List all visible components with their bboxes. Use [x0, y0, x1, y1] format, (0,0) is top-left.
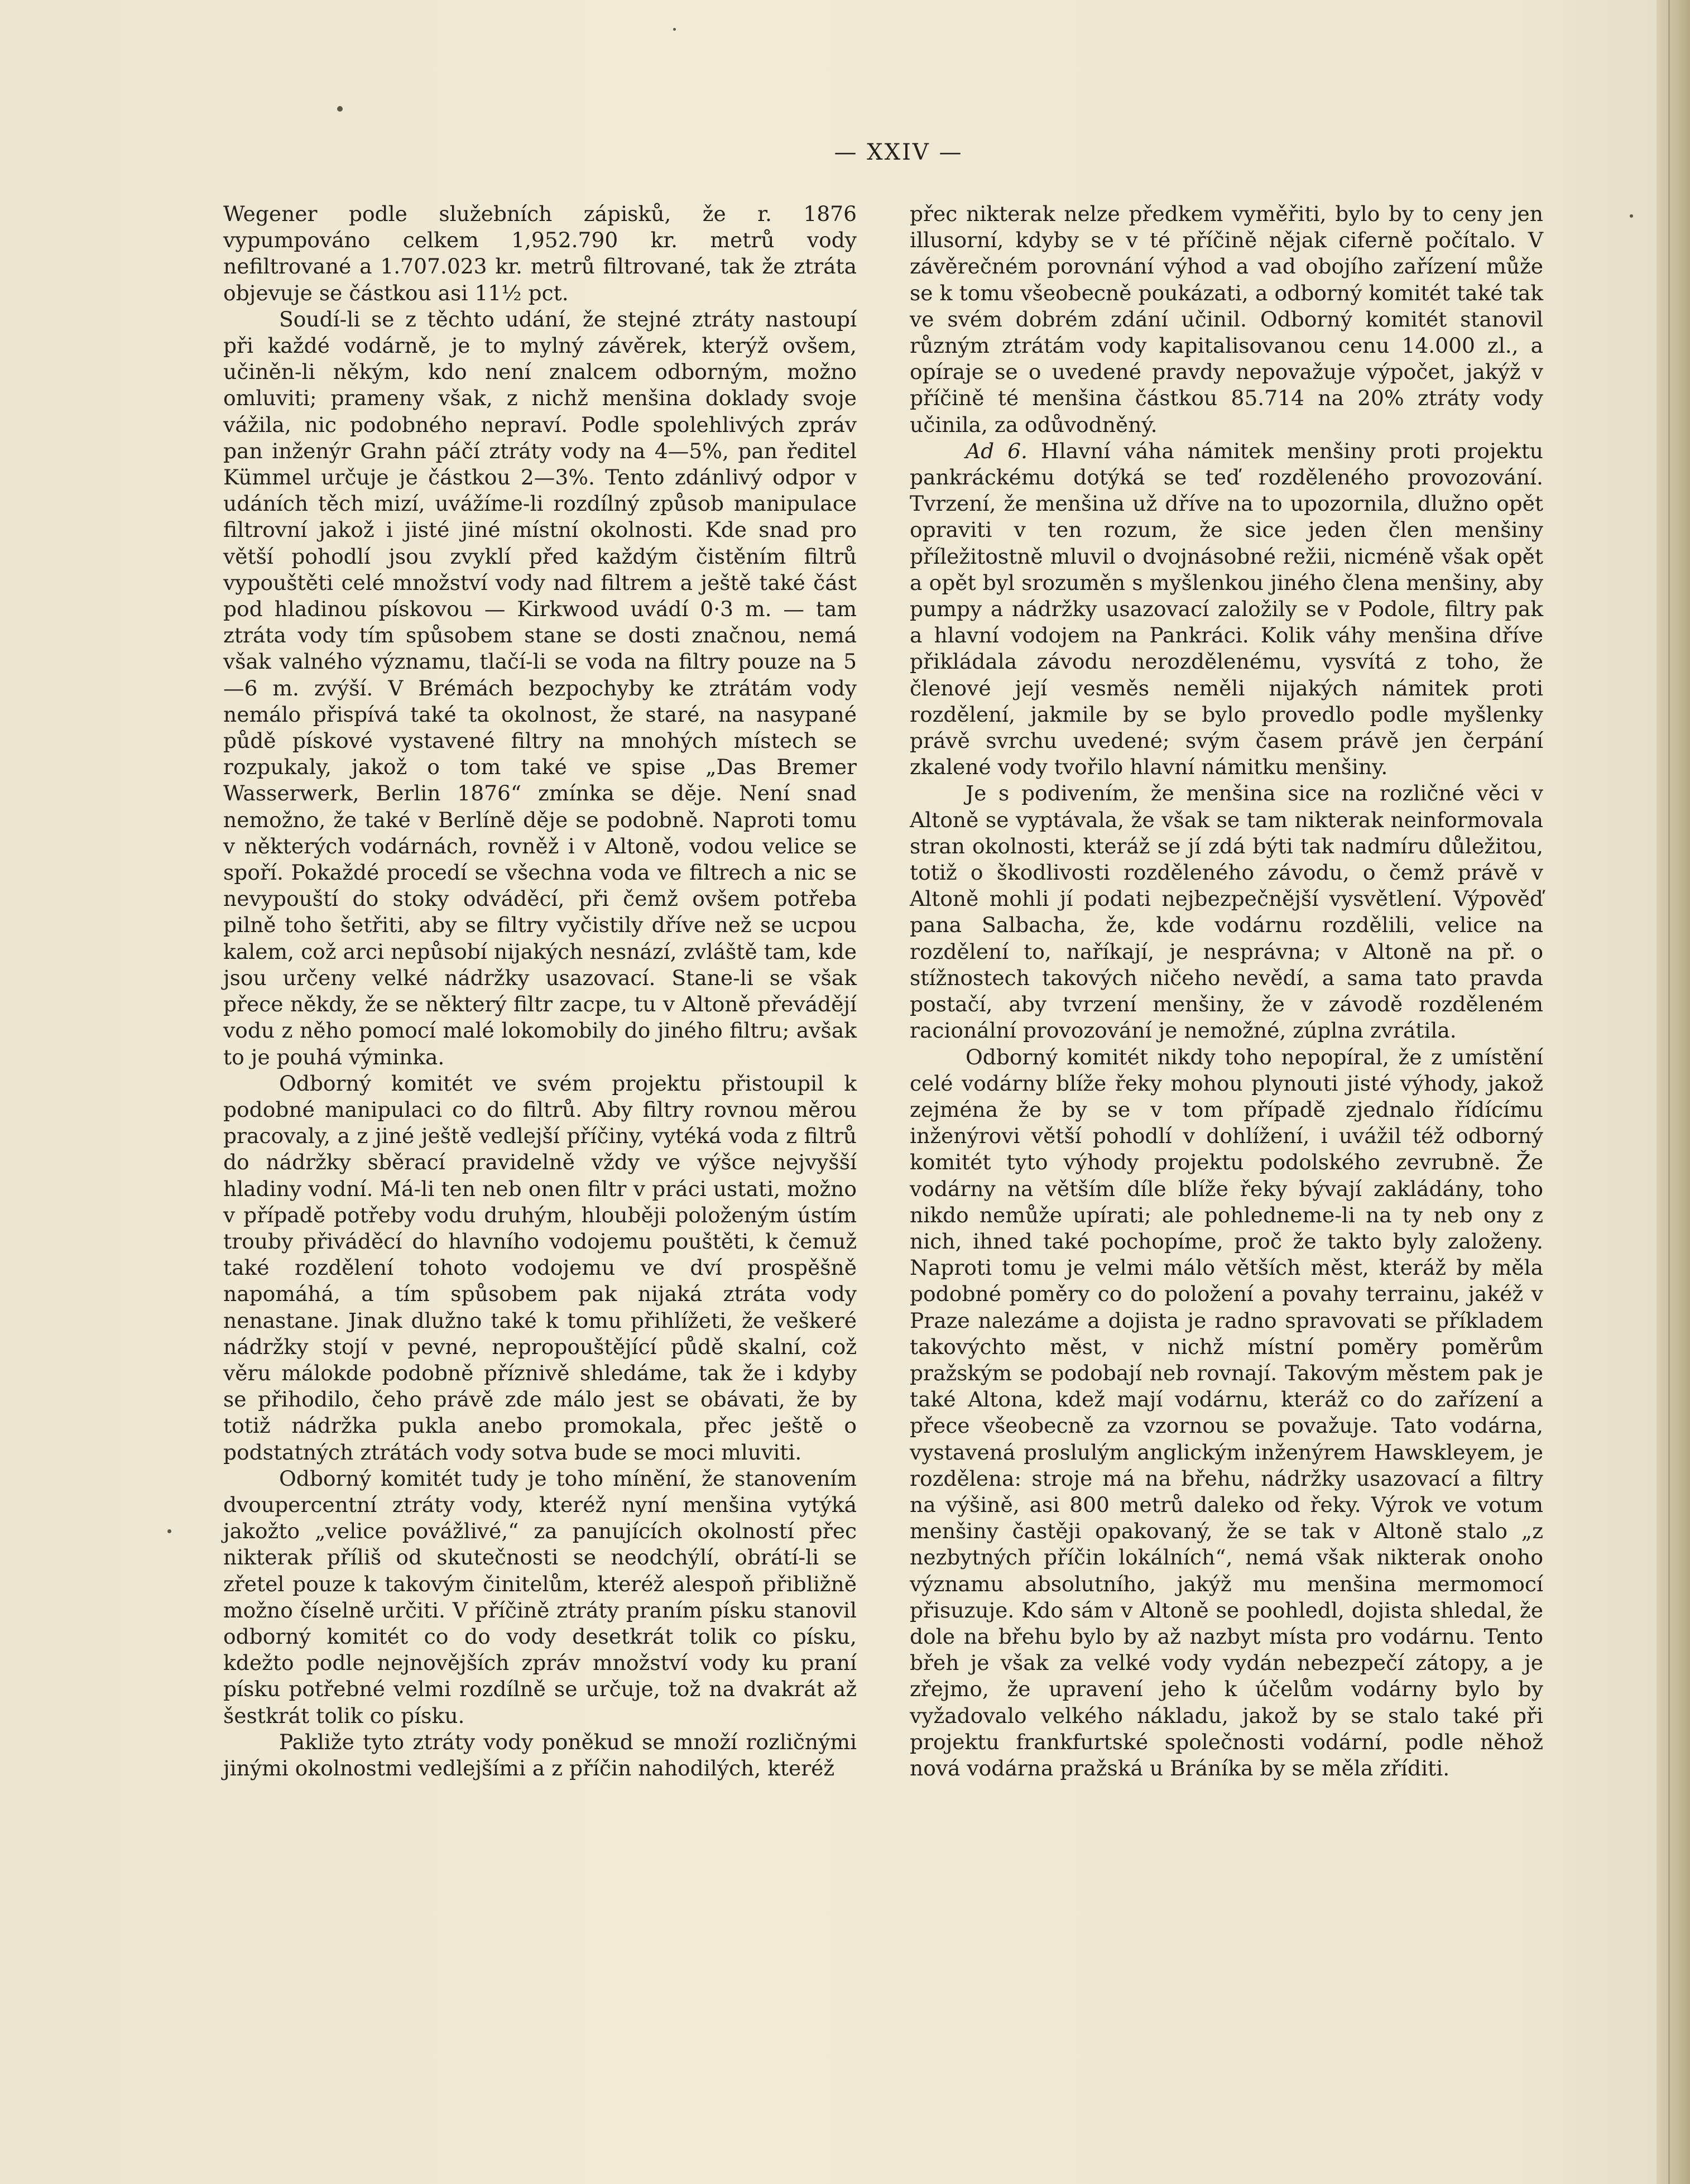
speck-mark [1630, 214, 1633, 218]
paragraph-text: Hlavní váha námitek menšiny proti projektu pankráckému dotýká se teď rozděleného provozování. Tvrzení, že menšina už dříve na to upozornila, dlužno opět opraviti v ten rozum, že sice jeden člen menšiny příležitostně mluvil o dvojnásobné režii, nicméně však opět a opět byl srozuměn s myšlenkou jiného člena menšiny, aby pumpy a nádržky usazovací založily se v Podole, filtry pak a hlavní vodojem na Pankráci. Kolik váhy menšina dříve přikládala závodu nerozdělenému, vysvítá z toho, že členové její vesměs neměli nijakých námitek proti rozdělení, jakmile by se bylo provedlo podle myšlenky právě svrchu uvedené; svým časem právě jen čerpání zkalené vody tvořilo hlavní námitku menšiny. [910, 438, 1543, 780]
right-text-column [910, 201, 1543, 1782]
paragraph: Odborný komitét nikdy toho nepopíral, že z umístění celé vodárny blíže řeky mohou plynouti jisté výhody, jakož zejména že by se v tom případě zjednalo řídícímu inženýrovi větší pohodlí v dohlížení, i uvážil též odborný komitét tyto výhody projektu podolského zevrubně. Že vodárny na větším díle blíže řeky bývají zakládány, toho nikdo nemůže upírati; ale pohledneme-li na ty neb ony z nich, ihned také pochopíme, proč že takto byly založeny. Naproti tomu je velmi málo větších měst, kteráž by měla podobné poměry co do položení a povahy terrainu, jakéž v Praze nalezáme a dojista je radno spravovati se příkladem takovýchto měst, v nichž místní poměry poměrům pražským se podobají neb rovnají. Takovým městem pak je také Altona, kdež mají vodárnu, kteráž co do zařízení a přece všeobecně za vzornou se považuje. Tato vodárna, vystavená proslulým anglickým inženýrem Hawskleyem, je rozdělena: stroje má na břehu, nádržky usazovací a filtry na výšině, asi 800 metrů daleko od řeky. Výrok ve votum menšiny častěji opakovaný, že se tak v Altoně stalo „z nezbytných příčin lokálních“, nemá však nikterak onoho významu absolutního, jakýž mu menšina mermomocí přisuzuje. Kdo sám v Altoně se poohledl, dojista shledal, že dole na břehu bylo by až nazbyt místa pro vodárnu. Tento břeh je však za velké vody vydán nebezpečí zátopy, a je zřejmo, že upravení jeho k účelům vodárny bylo by vyžadovalo velkého nákladu, jakož by se stalo také při projektu frankfurtské společnosti vodární, podle něhož nová vodárna pražská u Bráníka by se měla zříditi. [910, 1044, 1543, 1780]
paragraph: Wegener podle služebních zápisků, že r. 1876 vypumpováno celkem 1,952.790 kr. metrů vody nefiltrované a 1.707.023 kr. metrů filtrované, tak že ztráta objevuje se částkou asi 11½ pct. [223, 201, 857, 305]
paragraph: Pakliže tyto ztráty vody poněkud se množí rozličnými jinými okolnostmi vedlejšími a z příčin nahodilých, kteréž [223, 1729, 857, 1780]
paragraph: přec nikterak nelze předkem vyměřiti, bylo by to ceny jen illusorní, kdyby se v té příčině nějak ciferně počítalo. V závěrečném porovnání výhod a vad obojího zařízení může se k tomu všeobecně poukázati, a odborný komitét také tak ve svém dobrém zdání učinil. Odborný komitét stanovil různým ztrátám vody kapitalisovanou cenu 14.000 zl., a opíraje se o uvedené pravdy nepovažuje výpočet, jakýž v příčině té menšina částkou 85.714 na 20% ztráty vody učinila, za odůvodněný. [910, 201, 1543, 437]
paragraph: Je s podivením, že menšina sice na rozličné věci v Altoně se vyptávala, že však se tam nikterak neinformovala stran okolnosti, kteráž se jí zdá býti tak nadmíru důležitou, totiž o škodlivosti rozděleného závodu, o čemž právě v Altoně mohli jí podati nejbezpečnější vysvětlení. Výpověď pana Salbacha, že, kde vodárnu rozdělili, velice na rozdělení to, naříkají, je nesprávna; v Altoně na př. o stížnostech takových ničeho nevědí, a sama tato pravda postačí, aby tvrzení menšiny, že v závodě rozděleném racionální provozování je nemožné, zúplna zvrátila. [910, 781, 1543, 1043]
paragraph: Odborný komitét ve svém projektu přistoupil k podobné manipulaci co do filtrů. Aby filtry rovnou měrou pracovaly, a z jiné ještě vedlejší příčiny, vytéká voda z filtrů do nádržky sběrací pravidelně vždy ve výšce nejvyšší hladiny vodní. Má-li ten neb onen filtr v práci ustati, možno v případě potřeby vodu druhým, hlouběji položeným ústím trouby přiváděcí do hlavního vodojemu pouštěti, k čemuž také rozdělení tohoto vodojemu ve dví prospěšně napomáhá, a tím spůsobem pak nijaká ztráta vody nenastane. Jinak dlužno také k tomu přihlížeti, že veškeré nádržky stojí v pevné, nepropouštějící půdě skalní, což věru málokde podobně příznivě shledáme, tak že i kdyby se přihodilo, čeho právě zde málo jest se obávati, že by totiž nádržka pukla anebo promokala, přec ještě o podstatných ztrátách vody sotva bude se moci mluviti. [223, 1071, 857, 1465]
page-number-header: — XXIV — [834, 140, 963, 165]
left-text-column [223, 201, 857, 1782]
paragraph-ad-6 [910, 438, 1543, 781]
speck-mark [673, 28, 676, 31]
ad-6-label: Ad 6. [966, 438, 1028, 463]
book-spine-edge [1657, 0, 1690, 2184]
paragraph: Soudí-li se z těchto udání, že stejné ztráty nastoupí při každé vodárně, je to mylný závěrek, kterýž ovšem, učiněn-li někým, kdo není znalcem odborným, možno omluviti; prameny však, z nichž menšina doklady svoje vážila, nic podobného nepraví. Podle spolehlivých zpráv pan inženýr Grahn páčí ztráty vody na 4—5%, pan ředitel Kümmel určuje je částkou 2—3%. Tento zdánlivý odpor v udáních těch mizí, uvážíme-li rozdílný způsob manipulace filtrovní jakož i jisté jiné místní okolnosti. Kde snad pro větší pohodlí jsou zvyklí před každým čistěním filtrů vypouštěti celé množství vody nad filtrem a ještě také část pod hladinou pískovou — Kirkwood uvádí 0·3 m. — tam ztráta vody tím spůsobem stane se dosti značnou, nemá však valného významu, tlačí-li se voda na filtry pouze na 5—6 m. zvýší. V Brémách bezpochyby ke ztrátám vody nemálo přispívá také ta okolnost, že staré, na nasypané půdě pískové vystavené filtry na mnohých místech se rozpukaly, jakož o tom také ve spise „Das Bremer Wasserwerk, Berlin 1876“ zmínka se děje. Není snad nemožno, že také v Berlíně děje se podobně. Naproti tomu v některých vodárnách, rovněž i v Altoně, vodou velice se spoří. Pokaždé procedí se všechna voda ve filtrech a nic se nevypouští do stoky odváděcí, při čemž ovšem potřeba pilně toho šetřiti, aby se filtry vyčistily dříve než se ucpou kalem, což arci nepůsobí nijakých nesnází, zvláště tam, kde jsou určeny velké nádržky usazovací. Stane-li se však přece někdy, že se některý filtr zacpe, tu v Altoně převádějí vodu z něho pomocí malé lokomobily do jiného filtru; avšak to je pouhá výminka. [223, 306, 857, 1069]
speck-mark [167, 1529, 171, 1533]
page-fold-line [1668, 0, 1670, 2184]
paragraph: Odborný komitét tudy je toho mínění, že stanovením dvoupercentní ztráty vody, kteréž nyní menšina vytýká jakožto „velice povážlivé,“ za panujících okolností přec nikterak příliš od skutečnosti se neodchýlí, obrátí-li se zřetel pouze k takovým činitelům, kteréž alespoň přibližně možno číselně určiti. V příčině ztráty praním písku stanovil odborný komitét co do vody desetkrát tolik co písku, kdežto podle nejnovějších zpráv množství vody ku praní písku potřebné velmi rozdílně se určuje, tož na dvakrát až šestkrát tolik co písku. [223, 1466, 857, 1728]
speck-mark [337, 106, 343, 112]
